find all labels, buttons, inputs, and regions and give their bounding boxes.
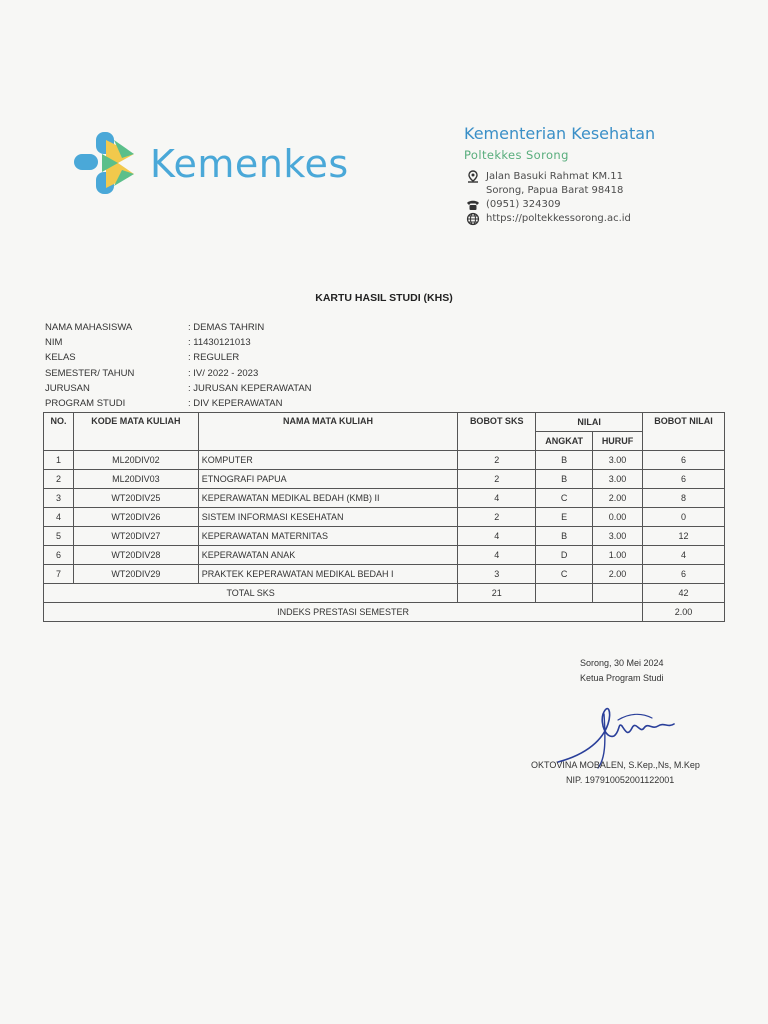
- cell-grade-letter: C: [536, 565, 593, 584]
- globe-icon: [466, 212, 480, 226]
- ips-row: [44, 603, 725, 622]
- info-value: : JURUSAN KEPERAWATAN: [188, 382, 312, 394]
- cell-weight: 6: [643, 565, 725, 584]
- info-row-semester: [45, 366, 312, 381]
- cell-weight: 4: [643, 546, 725, 565]
- header-grade-number: HURUF: [593, 432, 643, 451]
- phone-number: (0951) 324309: [486, 199, 561, 210]
- cell-grade-number: 1.00: [593, 546, 643, 565]
- info-value: : DEMAS TAHRIN: [188, 322, 265, 333]
- total-weight: 42: [643, 584, 725, 603]
- cell-grade-letter: B: [536, 451, 593, 470]
- total-empty-cell: [536, 584, 593, 603]
- cell-name: KEPERAWATAN MATERNITAS: [198, 527, 457, 546]
- institution-subtitle: Poltekkes Sorong: [464, 148, 569, 162]
- cell-code: WT20DIV27: [73, 527, 198, 546]
- info-value: : REGULER: [188, 352, 240, 364]
- cell-no: 2: [44, 470, 74, 489]
- website-link[interactable]: https://poltekkessorong.ac.id: [486, 213, 631, 224]
- cell-grade-letter: B: [536, 470, 593, 489]
- table-row: [44, 565, 725, 584]
- cell-credits: 2: [458, 470, 536, 489]
- cell-grade-number: 3.00: [593, 470, 643, 489]
- signatory-nip: NIP. 197910052001122001: [566, 775, 675, 785]
- info-row-nim: [45, 335, 312, 350]
- address-row: [466, 170, 631, 184]
- cell-code: WT20DIV25: [73, 489, 198, 508]
- cell-code: WT20DIV26: [73, 508, 198, 527]
- cell-weight: 6: [643, 451, 725, 470]
- cell-weight: 6: [643, 470, 725, 489]
- cell-no: 1: [44, 451, 74, 470]
- cell-grade-letter: C: [536, 489, 593, 508]
- signature-place-date: Sorong, 30 Mei 2024: [580, 658, 664, 668]
- cell-name: PRAKTEK KEPERAWATAN MEDIKAL BEDAH I: [198, 565, 457, 584]
- table-row: [44, 451, 725, 470]
- cell-name: KEPERAWATAN ANAK: [198, 546, 457, 565]
- location-pin-icon: [466, 170, 480, 184]
- address-row-2: [466, 184, 631, 198]
- cell-credits: 2: [458, 451, 536, 470]
- cell-no: 7: [44, 565, 74, 584]
- header-credits: BOBOT SKS: [458, 413, 536, 451]
- header-grade-letter: ANGKAT: [536, 432, 593, 451]
- cell-grade-letter: E: [536, 508, 593, 527]
- cell-no: 4: [44, 508, 74, 527]
- info-label: KELAS: [45, 352, 76, 364]
- ips-value: 2.00: [643, 603, 725, 622]
- cell-credits: 4: [458, 546, 536, 565]
- cell-grade-number: 0.00: [593, 508, 643, 527]
- table-row: [44, 546, 725, 565]
- info-row-department: [45, 381, 312, 396]
- cell-name: SISTEM INFORMASI KESEHATAN: [198, 508, 457, 527]
- cell-no: 3: [44, 489, 74, 508]
- table-row: [44, 470, 725, 489]
- header-course-code: KODE MATA KULIAH: [73, 413, 198, 451]
- cell-grade-letter: D: [536, 546, 593, 565]
- header-weight: BOBOT NILAI: [643, 413, 725, 451]
- info-value: : 11430121013: [188, 337, 251, 349]
- cell-credits: 2: [458, 508, 536, 527]
- table-row: [44, 527, 725, 546]
- address-line-2: Sorong, Papua Barat 98418: [486, 185, 624, 196]
- phone-icon: [466, 198, 480, 212]
- cell-grade-number: 3.00: [593, 451, 643, 470]
- total-credits: 21: [458, 584, 536, 603]
- cell-no: 6: [44, 546, 74, 565]
- info-label: NIM: [45, 337, 63, 349]
- info-label: NAMA MAHASISWA: [45, 322, 133, 333]
- cell-grade-number: 3.00: [593, 527, 643, 546]
- institution-name: Kementerian Kesehatan: [464, 124, 656, 143]
- info-label: PROGRAM STUDI: [45, 397, 126, 409]
- info-value: : IV/ 2022 - 2023: [188, 367, 259, 379]
- info-row-name: [45, 320, 312, 335]
- cell-grade-letter: B: [536, 527, 593, 546]
- logo-wordmark: Kemenkes: [150, 142, 349, 186]
- cell-name: ETNOGRAFI PAPUA: [198, 470, 457, 489]
- cell-code: WT20DIV28: [73, 546, 198, 565]
- table-header-row: [44, 413, 725, 432]
- kemenkes-logo-icon: [72, 130, 138, 196]
- cell-grade-number: 2.00: [593, 565, 643, 584]
- signatory-name: OKTOVINA MOBALEN, S.Kep.,Ns, M.Kep: [531, 760, 700, 770]
- cell-weight: 0: [643, 508, 725, 527]
- total-row: [44, 584, 725, 603]
- total-label: TOTAL SKS: [44, 584, 458, 603]
- cell-code: ML20DIV02: [73, 451, 198, 470]
- header-grade: NILAI: [536, 413, 643, 432]
- cell-credits: 3: [458, 565, 536, 584]
- info-label: JURUSAN: [45, 382, 90, 394]
- address-line-1: Jalan Basuki Rahmat KM.11: [486, 171, 624, 182]
- info-row-program: [45, 396, 312, 411]
- table-row: [44, 489, 725, 508]
- cell-name: KEPERAWATAN MEDIKAL BEDAH (KMB) II: [198, 489, 457, 508]
- info-row-class: [45, 350, 312, 365]
- cell-grade-number: 2.00: [593, 489, 643, 508]
- cell-code: ML20DIV03: [73, 470, 198, 489]
- institution-block: [464, 124, 655, 162]
- info-value: : DIV KEPERAWATAN: [188, 397, 283, 409]
- contact-block: [466, 170, 631, 226]
- cell-no: 5: [44, 527, 74, 546]
- signature-role: Ketua Program Studi: [580, 673, 664, 683]
- website-row: [466, 212, 631, 226]
- info-label: SEMESTER/ TAHUN: [45, 367, 135, 379]
- header-no: NO.: [44, 413, 74, 451]
- cell-weight: 12: [643, 527, 725, 546]
- phone-row: [466, 198, 631, 212]
- cell-name: KOMPUTER: [198, 451, 457, 470]
- table-row: [44, 508, 725, 527]
- document-title: KARTU HASIL STUDI (KHS): [315, 292, 453, 304]
- header-course-name: NAMA MATA KULIAH: [198, 413, 457, 451]
- cell-code: WT20DIV29: [73, 565, 198, 584]
- cell-weight: 8: [643, 489, 725, 508]
- cell-credits: 4: [458, 489, 536, 508]
- student-info: [45, 320, 312, 411]
- total-empty-cell: [593, 584, 643, 603]
- grades-table: [43, 412, 725, 622]
- ips-label: INDEKS PRESTASI SEMESTER: [44, 603, 643, 622]
- cell-credits: 4: [458, 527, 536, 546]
